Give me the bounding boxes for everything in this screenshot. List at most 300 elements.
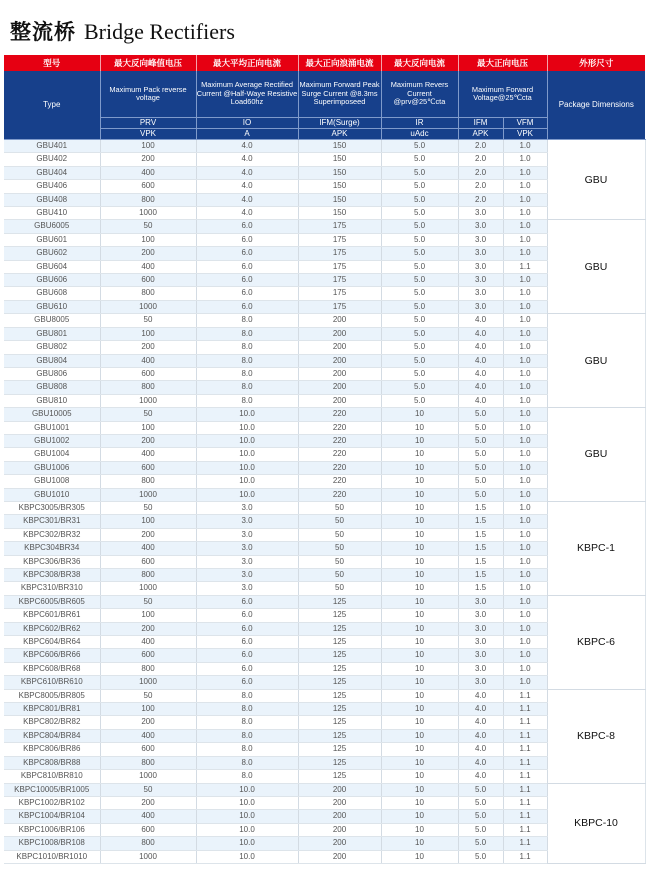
ifm-cell: 1.5 <box>458 542 503 555</box>
header-unit: APK <box>458 129 503 140</box>
ifm-cell: 4.0 <box>458 394 503 407</box>
vfm-cell: 1.0 <box>503 622 547 635</box>
rectifier-spec-table <box>4 55 646 864</box>
prv-cell: 200 <box>100 796 196 809</box>
ifm-cell: 5.0 <box>458 783 503 796</box>
ir-cell: 10 <box>381 756 458 769</box>
ir-cell: 5.0 <box>381 274 458 287</box>
type-cell: GBU1006 <box>4 461 100 474</box>
ifm-cell: 5.0 <box>458 475 503 488</box>
prv-cell: 600 <box>100 823 196 836</box>
ifm-cell: 1.5 <box>458 555 503 568</box>
io-cell: 6.0 <box>196 300 298 313</box>
vfm-cell: 1.0 <box>503 542 547 555</box>
type-cell: GBU8005 <box>4 314 100 327</box>
prv-cell: 800 <box>100 381 196 394</box>
vfm-cell: 1.0 <box>503 153 547 166</box>
vfm-cell: 1.1 <box>503 783 547 796</box>
io-cell: 8.0 <box>196 729 298 742</box>
io-cell: 8.0 <box>196 743 298 756</box>
vfm-cell: 1.0 <box>503 609 547 622</box>
type-cell: KBPC1002/BR102 <box>4 796 100 809</box>
type-cell: KBPC1008/BR108 <box>4 837 100 850</box>
ifm-cell: 1.5 <box>458 515 503 528</box>
vfm-cell: 1.0 <box>503 180 547 193</box>
vfm-cell: 1.1 <box>503 689 547 702</box>
surge-cell: 220 <box>298 448 381 461</box>
ifm-cell: 3.0 <box>458 609 503 622</box>
prv-cell: 200 <box>100 247 196 260</box>
vfm-cell: 1.0 <box>503 475 547 488</box>
header-unit: A <box>196 129 298 140</box>
surge-cell: 150 <box>298 140 381 153</box>
vfm-cell: 1.1 <box>503 796 547 809</box>
header-row-description <box>4 71 645 118</box>
ifm-cell: 5.0 <box>458 850 503 863</box>
surge-cell: 125 <box>298 716 381 729</box>
vfm-cell: 1.0 <box>503 394 547 407</box>
header-symbol: IR <box>381 118 458 129</box>
ir-cell: 10 <box>381 555 458 568</box>
header-unit: uAdc <box>381 129 458 140</box>
ir-cell: 10 <box>381 743 458 756</box>
ifm-cell: 4.0 <box>458 327 503 340</box>
type-cell: KBPC302/BR32 <box>4 528 100 541</box>
ir-cell: 10 <box>381 448 458 461</box>
vfm-cell: 1.1 <box>503 756 547 769</box>
io-cell: 4.0 <box>196 140 298 153</box>
io-cell: 8.0 <box>196 327 298 340</box>
ir-cell: 5.0 <box>381 180 458 193</box>
type-cell: KBPC806/BR86 <box>4 743 100 756</box>
surge-cell: 200 <box>298 850 381 863</box>
table-row <box>4 140 645 153</box>
surge-cell: 50 <box>298 582 381 595</box>
prv-cell: 1000 <box>100 394 196 407</box>
ir-cell: 10 <box>381 488 458 501</box>
header-cn-prv: 最大反向峰值电压 <box>100 55 196 71</box>
table-row <box>4 408 645 421</box>
ir-cell: 10 <box>381 421 458 434</box>
vfm-cell: 1.0 <box>503 193 547 206</box>
vfm-cell: 1.0 <box>503 274 547 287</box>
page-title-english: Bridge Rectifiers <box>84 19 235 44</box>
ir-cell: 10 <box>381 515 458 528</box>
ir-cell: 5.0 <box>381 300 458 313</box>
ifm-cell: 4.0 <box>458 341 503 354</box>
io-cell: 10.0 <box>196 421 298 434</box>
vfm-cell: 1.0 <box>503 569 547 582</box>
vfm-cell: 1.0 <box>503 595 547 608</box>
io-cell: 6.0 <box>196 609 298 622</box>
header-symbol: IFM <box>458 118 503 129</box>
io-cell: 6.0 <box>196 636 298 649</box>
ifm-cell: 3.0 <box>458 220 503 233</box>
ifm-cell: 3.0 <box>458 260 503 273</box>
ir-cell: 10 <box>381 783 458 796</box>
prv-cell: 50 <box>100 314 196 327</box>
io-cell: 4.0 <box>196 180 298 193</box>
header-cn-ir: 最大反向电流 <box>381 55 458 71</box>
header-desc-prv: Maximum Pack reverse voltage <box>100 71 196 118</box>
header-unit: APK <box>298 129 381 140</box>
surge-cell: 200 <box>298 837 381 850</box>
package-cell: KBPC-8 <box>547 689 645 783</box>
io-cell: 6.0 <box>196 274 298 287</box>
io-cell: 6.0 <box>196 662 298 675</box>
type-cell: GBU410 <box>4 207 100 220</box>
ir-cell: 10 <box>381 434 458 447</box>
type-cell: KBPC301/BR31 <box>4 515 100 528</box>
table-body <box>4 140 645 864</box>
surge-cell: 150 <box>298 166 381 179</box>
prv-cell: 1000 <box>100 488 196 501</box>
surge-cell: 175 <box>298 274 381 287</box>
vfm-cell: 1.0 <box>503 408 547 421</box>
surge-cell: 220 <box>298 434 381 447</box>
io-cell: 10.0 <box>196 448 298 461</box>
ifm-cell: 1.5 <box>458 569 503 582</box>
ir-cell: 10 <box>381 461 458 474</box>
ifm-cell: 4.0 <box>458 729 503 742</box>
ifm-cell: 3.0 <box>458 274 503 287</box>
ir-cell: 5.0 <box>381 287 458 300</box>
ifm-cell: 4.0 <box>458 756 503 769</box>
ifm-cell: 5.0 <box>458 796 503 809</box>
ir-cell: 10 <box>381 823 458 836</box>
ir-cell: 5.0 <box>381 341 458 354</box>
ifm-cell: 3.0 <box>458 649 503 662</box>
type-cell: GBU810 <box>4 394 100 407</box>
surge-cell: 125 <box>298 729 381 742</box>
surge-cell: 175 <box>298 233 381 246</box>
vfm-cell: 1.0 <box>503 300 547 313</box>
surge-cell: 220 <box>298 408 381 421</box>
type-cell: GBU604 <box>4 260 100 273</box>
prv-cell: 800 <box>100 475 196 488</box>
ir-cell: 10 <box>381 850 458 863</box>
header-symbol: IO <box>196 118 298 129</box>
io-cell: 10.0 <box>196 823 298 836</box>
prv-cell: 400 <box>100 354 196 367</box>
ifm-cell: 3.0 <box>458 622 503 635</box>
ir-cell: 10 <box>381 716 458 729</box>
ir-cell: 10 <box>381 569 458 582</box>
ifm-cell: 2.0 <box>458 193 503 206</box>
vfm-cell: 1.0 <box>503 166 547 179</box>
io-cell: 10.0 <box>196 434 298 447</box>
surge-cell: 150 <box>298 180 381 193</box>
header-symbol: VFM <box>503 118 547 129</box>
header-package: Package Dimensions <box>547 71 645 140</box>
ir-cell: 10 <box>381 703 458 716</box>
prv-cell: 100 <box>100 140 196 153</box>
vfm-cell: 1.1 <box>503 770 547 783</box>
io-cell: 8.0 <box>196 314 298 327</box>
type-cell: GBU402 <box>4 153 100 166</box>
ir-cell: 10 <box>381 689 458 702</box>
ir-cell: 10 <box>381 676 458 689</box>
prv-cell: 400 <box>100 729 196 742</box>
type-cell: KBPC3005/BR305 <box>4 501 100 514</box>
io-cell: 6.0 <box>196 287 298 300</box>
prv-cell: 50 <box>100 220 196 233</box>
type-cell: GBU1008 <box>4 475 100 488</box>
io-cell: 8.0 <box>196 756 298 769</box>
header-symbol: IFM(Surge) <box>298 118 381 129</box>
surge-cell: 200 <box>298 367 381 380</box>
ir-cell: 10 <box>381 770 458 783</box>
prv-cell: 400 <box>100 448 196 461</box>
io-cell: 8.0 <box>196 689 298 702</box>
ir-cell: 5.0 <box>381 354 458 367</box>
surge-cell: 125 <box>298 649 381 662</box>
vfm-cell: 1.0 <box>503 636 547 649</box>
io-cell: 6.0 <box>196 595 298 608</box>
type-cell: GBU806 <box>4 367 100 380</box>
prv-cell: 600 <box>100 743 196 756</box>
prv-cell: 1000 <box>100 850 196 863</box>
ifm-cell: 3.0 <box>458 247 503 260</box>
type-cell: GBU808 <box>4 381 100 394</box>
type-cell: GBU610 <box>4 300 100 313</box>
surge-cell: 50 <box>298 542 381 555</box>
ifm-cell: 5.0 <box>458 421 503 434</box>
table-row <box>4 314 645 327</box>
ifm-cell: 4.0 <box>458 367 503 380</box>
type-cell: GBU408 <box>4 193 100 206</box>
surge-cell: 125 <box>298 609 381 622</box>
ifm-cell: 3.0 <box>458 636 503 649</box>
vfm-cell: 1.1 <box>503 729 547 742</box>
header-cn-package: 外形尺寸 <box>547 55 645 71</box>
prv-cell: 1000 <box>100 300 196 313</box>
ifm-cell: 4.0 <box>458 770 503 783</box>
surge-cell: 220 <box>298 421 381 434</box>
header-desc-surge: Maximum Forward Peak Surge Current @8.3ms Superimposeed <box>298 71 381 118</box>
vfm-cell: 1.0 <box>503 528 547 541</box>
header-symbol: PRV <box>100 118 196 129</box>
type-cell: KBPC308/BR38 <box>4 569 100 582</box>
package-cell: KBPC-6 <box>547 595 645 689</box>
type-cell: KBPC10005/BR1005 <box>4 783 100 796</box>
io-cell: 10.0 <box>196 783 298 796</box>
ir-cell: 10 <box>381 837 458 850</box>
vfm-cell: 1.0 <box>503 662 547 675</box>
vfm-cell: 1.0 <box>503 327 547 340</box>
ifm-cell: 4.0 <box>458 703 503 716</box>
ifm-cell: 5.0 <box>458 823 503 836</box>
prv-cell: 100 <box>100 233 196 246</box>
vfm-cell: 1.0 <box>503 515 547 528</box>
prv-cell: 100 <box>100 703 196 716</box>
io-cell: 4.0 <box>196 153 298 166</box>
ir-cell: 5.0 <box>381 394 458 407</box>
surge-cell: 125 <box>298 703 381 716</box>
table-row <box>4 501 645 514</box>
io-cell: 10.0 <box>196 796 298 809</box>
surge-cell: 200 <box>298 394 381 407</box>
prv-cell: 1000 <box>100 676 196 689</box>
type-cell: KBPC808/BR88 <box>4 756 100 769</box>
ir-cell: 10 <box>381 622 458 635</box>
prv-cell: 800 <box>100 193 196 206</box>
prv-cell: 100 <box>100 609 196 622</box>
surge-cell: 200 <box>298 823 381 836</box>
type-cell: GBU602 <box>4 247 100 260</box>
header-type: Type <box>4 71 100 140</box>
type-cell: KBPC306/BR36 <box>4 555 100 568</box>
surge-cell: 150 <box>298 207 381 220</box>
ir-cell: 10 <box>381 501 458 514</box>
surge-cell: 125 <box>298 689 381 702</box>
package-cell: KBPC-1 <box>547 501 645 595</box>
surge-cell: 150 <box>298 153 381 166</box>
prv-cell: 1000 <box>100 582 196 595</box>
prv-cell: 200 <box>100 528 196 541</box>
ifm-cell: 3.0 <box>458 300 503 313</box>
surge-cell: 125 <box>298 770 381 783</box>
surge-cell: 125 <box>298 636 381 649</box>
io-cell: 10.0 <box>196 837 298 850</box>
prv-cell: 200 <box>100 434 196 447</box>
ifm-cell: 2.0 <box>458 153 503 166</box>
vfm-cell: 1.1 <box>503 716 547 729</box>
ifm-cell: 4.0 <box>458 354 503 367</box>
vfm-cell: 1.0 <box>503 220 547 233</box>
type-cell: GBU6005 <box>4 220 100 233</box>
io-cell: 10.0 <box>196 810 298 823</box>
io-cell: 3.0 <box>196 501 298 514</box>
prv-cell: 600 <box>100 555 196 568</box>
header-cn-vf: 最大正向电压 <box>458 55 547 71</box>
vfm-cell: 1.0 <box>503 207 547 220</box>
prv-cell: 100 <box>100 421 196 434</box>
ir-cell: 10 <box>381 582 458 595</box>
surge-cell: 175 <box>298 260 381 273</box>
header-desc-ir: Maximum Revers Current @prv@25℃cta <box>381 71 458 118</box>
prv-cell: 200 <box>100 622 196 635</box>
prv-cell: 50 <box>100 595 196 608</box>
prv-cell: 400 <box>100 166 196 179</box>
prv-cell: 600 <box>100 367 196 380</box>
type-cell: GBU802 <box>4 341 100 354</box>
ifm-cell: 1.5 <box>458 501 503 514</box>
ifm-cell: 5.0 <box>458 810 503 823</box>
ir-cell: 5.0 <box>381 247 458 260</box>
io-cell: 3.0 <box>196 542 298 555</box>
surge-cell: 125 <box>298 743 381 756</box>
vfm-cell: 1.1 <box>503 823 547 836</box>
ir-cell: 5.0 <box>381 381 458 394</box>
io-cell: 6.0 <box>196 676 298 689</box>
ir-cell: 5.0 <box>381 367 458 380</box>
io-cell: 8.0 <box>196 703 298 716</box>
type-cell: GBU1004 <box>4 448 100 461</box>
ifm-cell: 3.0 <box>458 676 503 689</box>
header-row-chinese <box>4 55 645 71</box>
vfm-cell: 1.0 <box>503 488 547 501</box>
ir-cell: 10 <box>381 729 458 742</box>
ir-cell: 5.0 <box>381 314 458 327</box>
prv-cell: 800 <box>100 837 196 850</box>
ifm-cell: 5.0 <box>458 434 503 447</box>
ifm-cell: 4.0 <box>458 716 503 729</box>
page-title-chinese: 整流桥 <box>10 20 76 44</box>
prv-cell: 1000 <box>100 207 196 220</box>
ir-cell: 10 <box>381 542 458 555</box>
vfm-cell: 1.0 <box>503 341 547 354</box>
vfm-cell: 1.0 <box>503 233 547 246</box>
vfm-cell: 1.1 <box>503 850 547 863</box>
surge-cell: 175 <box>298 220 381 233</box>
vfm-cell: 1.1 <box>503 703 547 716</box>
surge-cell: 125 <box>298 662 381 675</box>
vfm-cell: 1.0 <box>503 354 547 367</box>
surge-cell: 50 <box>298 528 381 541</box>
vfm-cell: 1.0 <box>503 448 547 461</box>
ifm-cell: 5.0 <box>458 837 503 850</box>
prv-cell: 200 <box>100 716 196 729</box>
vfm-cell: 1.0 <box>503 287 547 300</box>
ifm-cell: 2.0 <box>458 180 503 193</box>
surge-cell: 200 <box>298 796 381 809</box>
io-cell: 4.0 <box>196 207 298 220</box>
prv-cell: 800 <box>100 756 196 769</box>
io-cell: 4.0 <box>196 193 298 206</box>
type-cell: GBU1010 <box>4 488 100 501</box>
ir-cell: 5.0 <box>381 207 458 220</box>
type-cell: GBU606 <box>4 274 100 287</box>
ir-cell: 5.0 <box>381 327 458 340</box>
vfm-cell: 1.0 <box>503 649 547 662</box>
io-cell: 8.0 <box>196 716 298 729</box>
package-cell: GBU <box>547 314 645 408</box>
ifm-cell: 1.5 <box>458 528 503 541</box>
vfm-cell: 1.1 <box>503 810 547 823</box>
type-cell: GBU406 <box>4 180 100 193</box>
type-cell: KBPC802/BR82 <box>4 716 100 729</box>
ir-cell: 5.0 <box>381 193 458 206</box>
prv-cell: 800 <box>100 287 196 300</box>
io-cell: 10.0 <box>196 488 298 501</box>
ifm-cell: 4.0 <box>458 689 503 702</box>
vfm-cell: 1.0 <box>503 501 547 514</box>
surge-cell: 220 <box>298 488 381 501</box>
header-unit: VPK <box>100 129 196 140</box>
vfm-cell: 1.0 <box>503 367 547 380</box>
surge-cell: 200 <box>298 810 381 823</box>
type-cell: GBU601 <box>4 233 100 246</box>
ifm-cell: 5.0 <box>458 448 503 461</box>
type-cell: KBPC310/BR310 <box>4 582 100 595</box>
prv-cell: 100 <box>100 327 196 340</box>
vfm-cell: 1.0 <box>503 314 547 327</box>
io-cell: 3.0 <box>196 515 298 528</box>
vfm-cell: 1.0 <box>503 555 547 568</box>
prv-cell: 600 <box>100 461 196 474</box>
io-cell: 6.0 <box>196 649 298 662</box>
prv-cell: 1000 <box>100 770 196 783</box>
vfm-cell: 1.0 <box>503 381 547 394</box>
surge-cell: 50 <box>298 501 381 514</box>
prv-cell: 400 <box>100 810 196 823</box>
ir-cell: 10 <box>381 810 458 823</box>
ir-cell: 10 <box>381 636 458 649</box>
ifm-cell: 4.0 <box>458 314 503 327</box>
header-desc-io: Maximum Average Rectified Current @Half-Waye Resistive Load60hz <box>196 71 298 118</box>
ifm-cell: 2.0 <box>458 140 503 153</box>
